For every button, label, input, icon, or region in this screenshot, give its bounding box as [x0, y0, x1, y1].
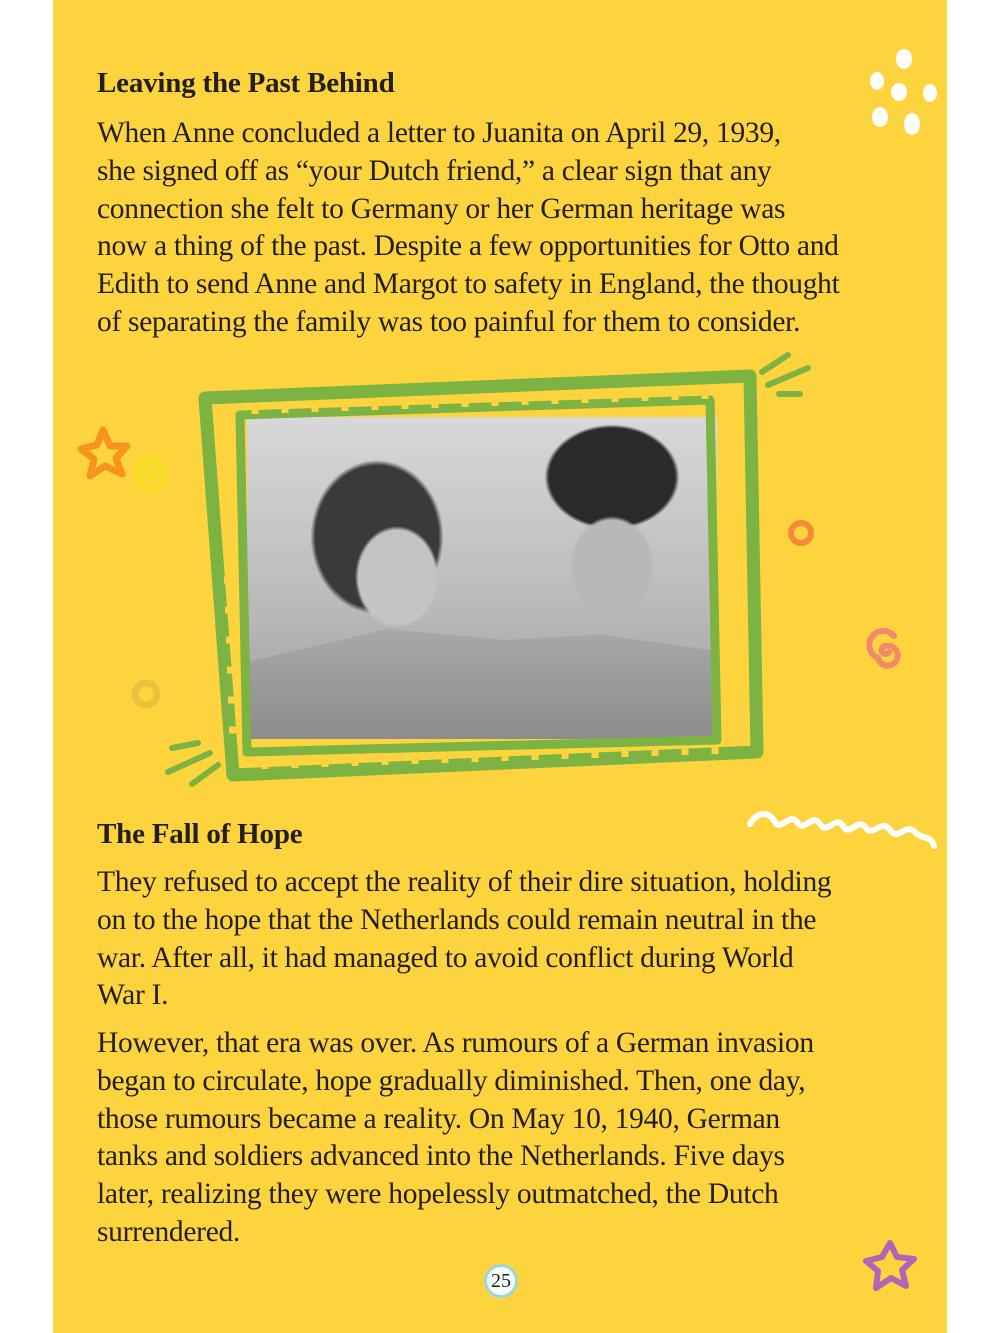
text-line: on to the hope that the Netherlands could remain neutral in the	[97, 903, 817, 936]
orange-flower-icon	[81, 430, 127, 476]
section-paragraph-fall-of-hope-1	[97, 864, 927, 1015]
text-line: of separating the family was too painful for them to consider.	[97, 305, 801, 338]
text-line: she signed off as “your Dutch friend,” a clear sign that any	[97, 154, 772, 187]
yellow-swirl-icon	[136, 459, 166, 489]
page-number-badge: 25	[484, 1264, 518, 1298]
text-line: tanks and soldiers advanced into the Netherlands. Five days	[97, 1140, 785, 1173]
text-line: those rumours became a reality. On May 10, 1940, German	[97, 1102, 780, 1135]
text-line: They refused to accept the reality of their dire situation, holding	[97, 866, 832, 898]
text-line: However, that era was over. As rumours of a German invasion	[97, 1027, 814, 1059]
text-line: now a thing of the past. Despite a few opportunities for Otto and	[97, 230, 839, 263]
section-heading-leaving-the-past: Leaving the Past Behind	[97, 67, 395, 99]
orange-ring-icon	[791, 523, 811, 543]
text-line: later, realizing they were hopelessly outmatched, the Dutch	[97, 1178, 779, 1211]
text-line: connection she felt to Germany or her German heritage was	[97, 192, 786, 225]
faded-ring-icon	[135, 683, 157, 705]
text-line: War I.	[97, 979, 169, 1012]
text-line: Edith to send Anne and Margot to safety in England, the thought	[97, 268, 840, 301]
section-heading-fall-of-hope: The Fall of Hope	[97, 818, 303, 850]
section-paragraph-fall-of-hope-2	[97, 1025, 927, 1252]
text-line: When Anne concluded a letter to Juanita on April 29, 1939,	[97, 117, 781, 149]
text-line: war. After all, it had managed to avoid conflict during World	[97, 941, 794, 974]
white-dots-icon	[870, 49, 937, 135]
text-line: began to circulate, hope gradually diminished. Then, one day,	[97, 1064, 806, 1097]
pink-swirl-icon	[869, 631, 897, 666]
text-line: surrendered.	[97, 1215, 241, 1248]
